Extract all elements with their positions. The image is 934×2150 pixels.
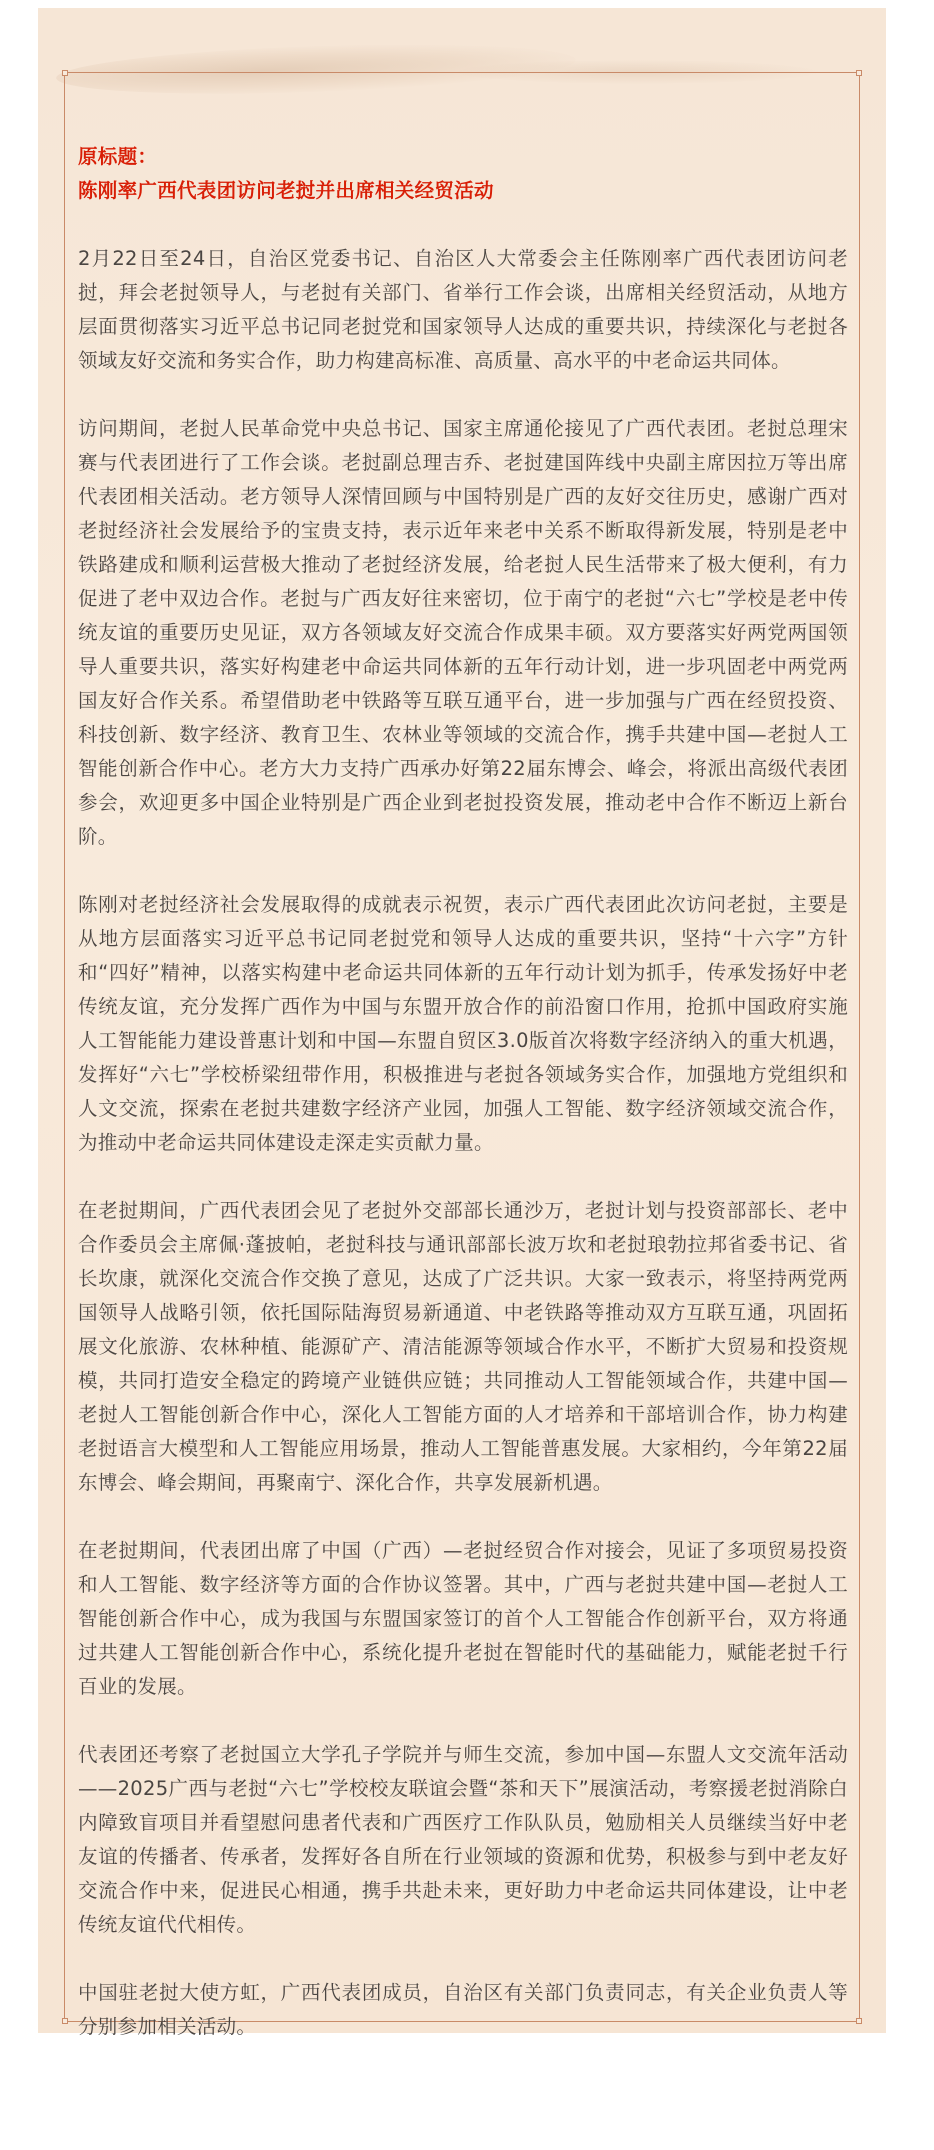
frame-corner bbox=[62, 2018, 68, 2024]
frame-corner bbox=[856, 70, 862, 76]
original-title-label: 原标题： bbox=[78, 145, 158, 168]
paragraph-4: 在老挝期间，广西代表团会见了老挝外交部部长通沙万，老挝计划与投资部部长、老中合作委员会主席佩·蓬披帕，老挝科技与通讯部部长波万坎和老挝琅勃拉邦省委书记、省长坎康，就深化交流合作交换了意见，达成了广泛共识。大家一致表示，将坚持两党两国领导人战略引领，依托国际陆海贸易新通道、中老铁路等推动双方互联互通，巩固拓展文化旅游、农林种植、能源矿产、清洁能源等领域合作水平，不断扩大贸易和投资规模，共同打造安全稳定的跨境产业链供应链；共同推动人工智能领域合作，共建中国—老挝人工智能创新合作中心，深化人工智能方面的人才培养和干部培训合作，协力构建老挝语言大模型和人工智能应用场景，推动人工智能普惠发展。大家相约，今年第22届东博会、峰会期间，再聚南宁、深化合作，共享发展新机遇。 bbox=[78, 1199, 848, 1494]
paragraph-3: 陈刚对老挝经济社会发展取得的成就表示祝贺，表示广西代表团此次访问老挝，主要是从地方层面落实习近平总书记同老挝党和领导人达成的重要共识，坚持“十六字”方针和“四好”精神，以落实构建中老命运共同体新的五年行动计划为抓手，传承发扬好中老传统友谊，充分发挥广西作为中国与东盟开放合作的前沿窗口作用，抢抓中国政府实施人工智能能力建设普惠计划和中国—东盟自贸区3.0版首次将数字经济纳入的重大机遇，发挥好“六七”学校桥梁纽带作用，积极推进与老挝各领域务实合作，加强地方党组织和人文交流，探索在老挝共建数字经济产业园，加强人工智能、数字经济领域交流合作，为推动中老命运共同体建设走深走实贡献力量。 bbox=[78, 893, 848, 1154]
paragraph-2: 访问期间，老挝人民革命党中央总书记、国家主席通伦接见了广西代表团。老挝总理宋赛与代表团进行了工作会谈。老挝副总理吉乔、老挝建国阵线中央副主席因拉万等出席代表团相关活动。老方领导人深情回顾与中国特别是广西的友好交往历史，感谢广西对老挝经济社会发展给予的宝贵支持，表示近年来老中关系不断取得新发展，特别是老中铁路建成和顺利运营极大推动了老挝经济发展，给老挝人民生活带来了极大便利，有力促进了老中双边合作。老挝与广西友好往来密切，位于南宁的老挝“六七”学校是老中传统友谊的重要历史见证，双方各领域友好交流合作成果丰硕。双方要落实好两党两国领导人重要共识，落实好构建老中命运共同体新的五年行动计划，进一步巩固老中两党两国友好合作关系。希望借助老中铁路等互联互通平台，进一步加强与广西在经贸投资、科技创新、数字经济、教育卫生、农林业等领域的交流合作，携手共建中国—老挝人工智能创新合作中心。老方大力支持广西承办好第22届东博会、峰会，将派出高级代表团参会，欢迎更多中国企业特别是广西企业到老挝投资发展，推动老中合作不断迈上新台阶。 bbox=[78, 417, 848, 848]
paragraph-7: 中国驻老挝大使方虹，广西代表团成员，自治区有关部门负责同志，有关企业负责人等分别参加相关活动。 bbox=[78, 1981, 848, 2038]
frame-corner bbox=[62, 70, 68, 76]
paragraph-6: 代表团还考察了老挝国立大学孔子学院并与师生交流，参加中国—东盟人文交流年活动——2025广西与老挝“六七”学校校友联谊会暨“茶和天下”展演活动，考察援老挝消除白内障致盲项目并看望慰问患者代表和广西医疗工作队队员，勉励相关人员继续当好中老友谊的传播者、传承者，发挥好各自所在行业领域的资源和优势，积极参与到中老友好交流合作中来，促进民心相通，携手共赴未来，更好助力中老命运共同体建设，让中老传统友谊代代相传。 bbox=[78, 1743, 848, 1936]
paragraph-5: 在老挝期间，代表团出席了中国（广西）—老挝经贸合作对接会，见证了多项贸易投资和人工智能、数字经济等方面的合作协议签署。其中，广西与老挝共建中国—老挝人工智能创新合作中心，成为我国与东盟国家签订的首个人工智能合作创新平台，双方将通过共建人工智能创新合作中心，系统化提升老挝在智能时代的基础能力，赋能老挝千行百业的发展。 bbox=[78, 1539, 848, 1698]
paragraph-1: 2月22日至24日，自治区党委书记、自治区人大常委会主任陈刚率广西代表团访问老挝，拜会老挝领导人，与老挝有关部门、省举行工作会谈，出席相关经贸活动，从地方层面贯彻落实习近平总书记同老挝党和国家领导人达成的重要共识，持续深化与老挝各领域友好交流和务实合作，助力构建高标准、高质量、高水平的中老命运共同体。 bbox=[78, 247, 848, 372]
original-title: 陈刚率广西代表团访问老挝并出席相关经贸活动 bbox=[78, 179, 494, 202]
article-body bbox=[78, 140, 848, 2078]
frame-corner bbox=[856, 2018, 862, 2024]
